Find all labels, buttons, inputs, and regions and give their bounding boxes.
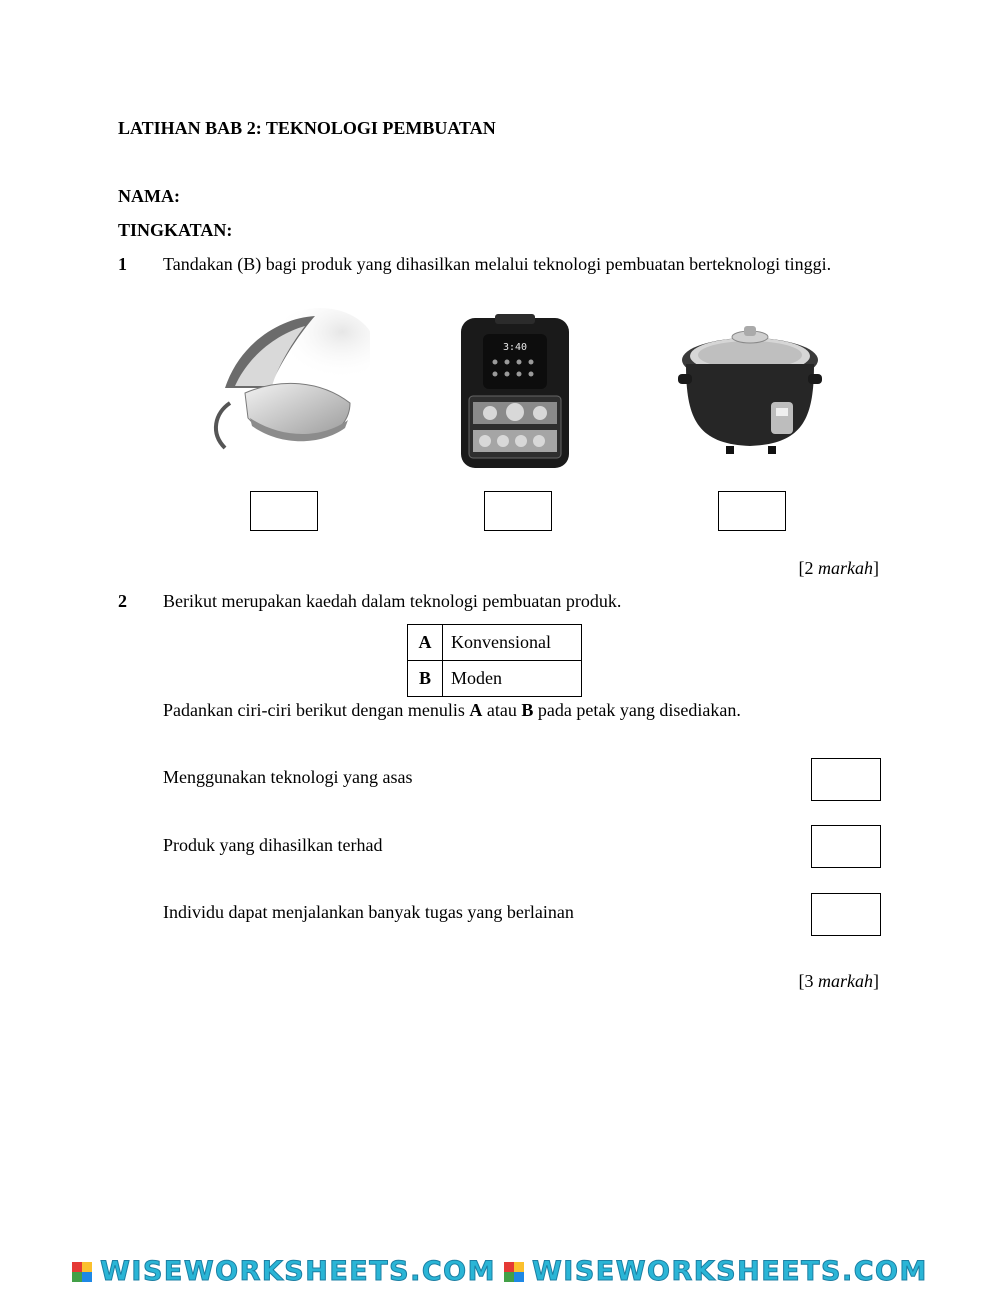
brand-text: WISEWORKSHEETS.COM (532, 1256, 928, 1287)
question-2-number: 2 (118, 591, 127, 611)
method-row-a (408, 625, 582, 661)
wise-logo-icon (504, 1262, 524, 1282)
method-table (407, 624, 582, 697)
rice-cooker-icon (676, 322, 828, 458)
question-1-number: 1 (118, 254, 127, 274)
q2-answer-box-3[interactable] (811, 893, 881, 936)
steam-iron-icon (200, 308, 370, 468)
method-row-b (408, 661, 582, 697)
question-2-text: Berikut merupakan kaedah dalam teknologi pembuatan produk. (163, 591, 622, 611)
air-fryer-display: 3:40 (502, 342, 528, 353)
q2-answer-box-2[interactable] (811, 825, 881, 868)
method-letter: A (408, 625, 443, 661)
q2-marks: [3 markah] (798, 971, 879, 991)
q1-marks: [2 markah] (798, 558, 879, 578)
brand-text: WISEWORKSHEETS.COM (100, 1256, 496, 1287)
wise-logo-icon (72, 1262, 92, 1282)
air-fryer-icon (455, 312, 575, 474)
method-name: Konvensional (443, 625, 582, 661)
name-label: NAMA: (118, 186, 180, 206)
class-label: TINGKATAN: (118, 220, 233, 240)
q2-item-text: Menggunakan teknologi yang asas (163, 767, 413, 787)
q1-answer-box-air-fryer[interactable] (484, 491, 552, 531)
method-letter: B (408, 661, 443, 697)
question-2-instruction: Padankan ciri-ciri berikut dengan menulis A atau B pada petak yang disediakan. (163, 700, 741, 720)
q1-answer-box-rice-cooker[interactable] (718, 491, 786, 531)
q2-item-text: Individu dapat menjalankan banyak tugas yang berlainan (163, 902, 574, 922)
q1-answer-box-iron[interactable] (250, 491, 318, 531)
q2-item-text: Produk yang dihasilkan terhad (163, 835, 383, 855)
q2-answer-box-1[interactable] (811, 758, 881, 801)
method-name: Moden (443, 661, 582, 697)
worksheet-title: LATIHAN BAB 2: TEKNOLOGI PEMBUATAN (118, 118, 496, 138)
footer-watermark (0, 1252, 1000, 1291)
question-1-text: Tandakan (B) bagi produk yang dihasilkan melalui teknologi pembuatan berteknologi tinggi. (163, 254, 832, 274)
